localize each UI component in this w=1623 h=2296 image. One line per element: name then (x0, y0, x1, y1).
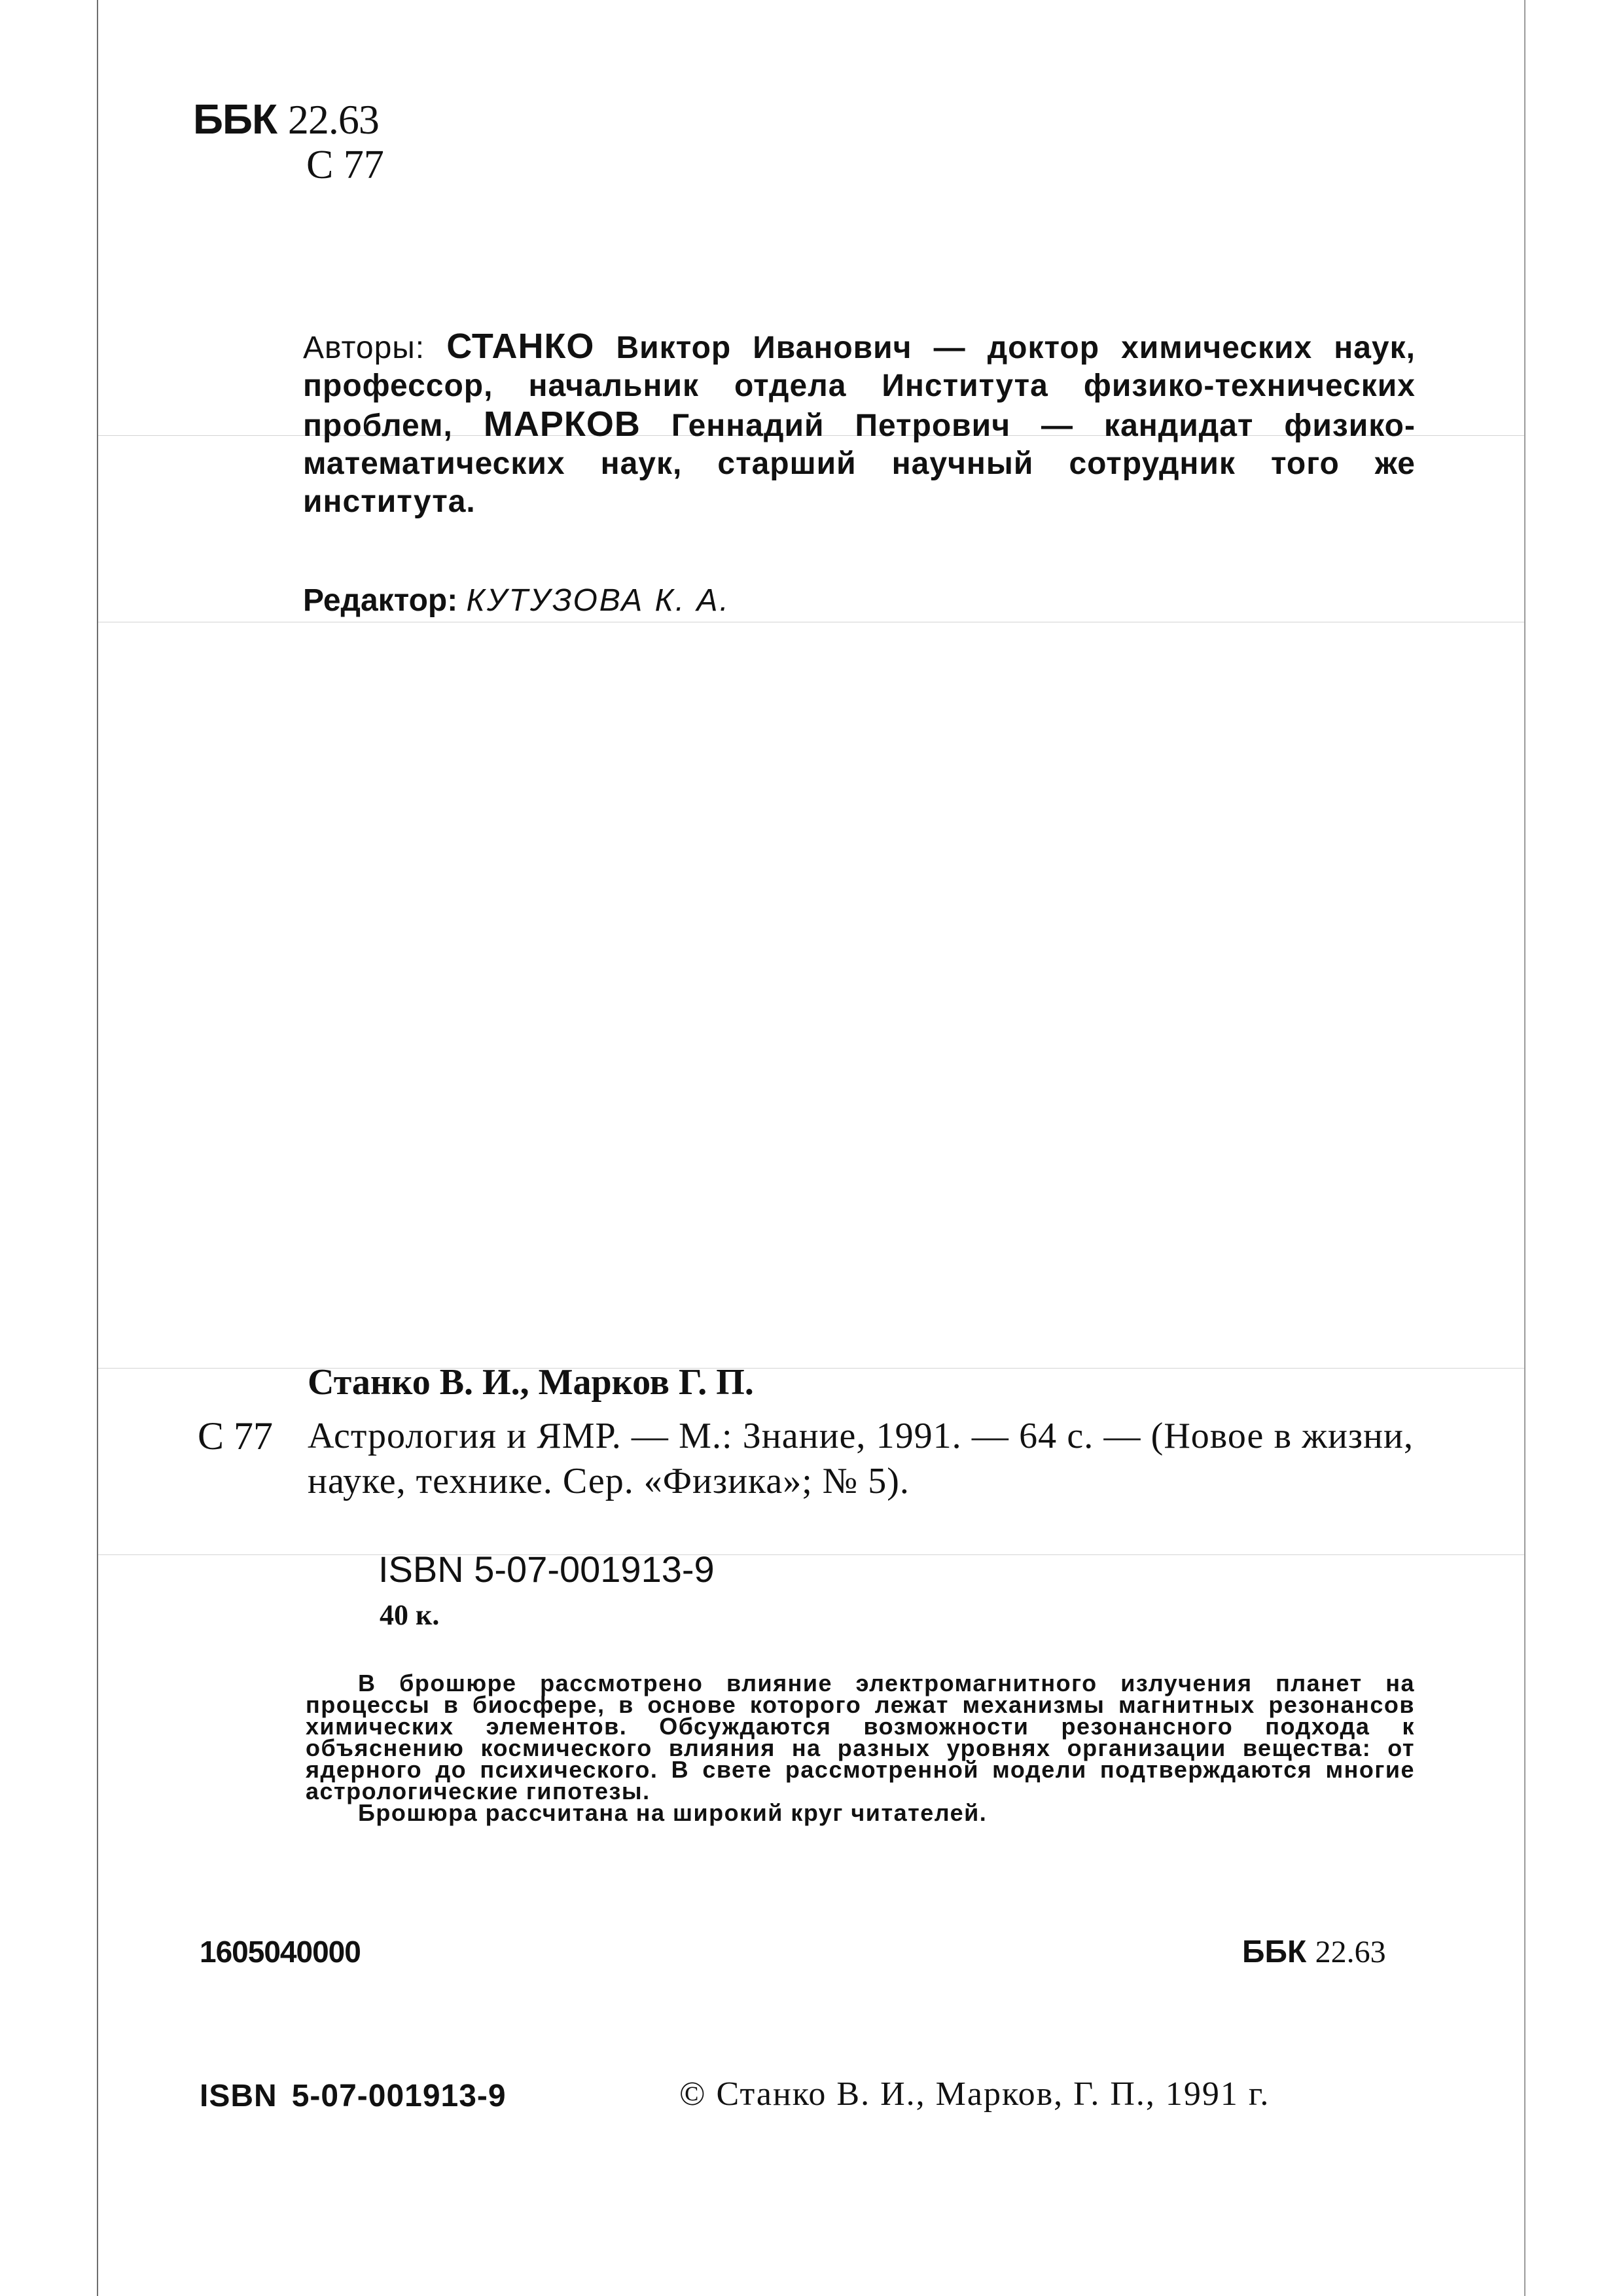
author1-surname: СТАНКО (446, 327, 595, 366)
annotation-paragraph: В брошюре рассмотрено влияние электромагнитного излучения планет на процессы в биосфере, в основе которого лежат механизмы магнитных резонансов химических элементов. Обсуждаются возможности резонансного подхода к объяснению космического влияния на разных уровнях организации вещества: от ядерного до психического. В свете рассмотренной модели подтверждаются многие астрологические гипотезы. (306, 1670, 1415, 1804)
author1-details: Виктор Иванович — доктор химических наук, профессор, начальник отдела Института физико-технических проблем, (303, 331, 1416, 443)
card-authors-heading: Станко В. И., Марков Г. П. (308, 1362, 754, 1403)
footer-bbk (1242, 1934, 1386, 1970)
copyright-notice: © Станко В. И., Марков, Г. П., 1991 г. (679, 2075, 1270, 2113)
publisher-code: 1605040000 (200, 1935, 361, 1969)
card-isbn: ISBN 5-07-001913-9 (378, 1549, 715, 1590)
author-index: С 77 (306, 143, 384, 187)
annotation (306, 1670, 1415, 1826)
bbk-label: ББК (193, 96, 277, 143)
scan-line (98, 1554, 1524, 1555)
scan-edge-right (1524, 0, 1525, 2296)
card-description: Астрология и ЯМР. — М.: Знание, 1991. — 64 с. — (Новое в жизни, науке, технике. Сер. «Физика»; № 5). (308, 1416, 1414, 1501)
annotation-paragraph: Брошюра рассчитана на широкий круг читателей. (358, 1799, 988, 1826)
editor-label: Редактор: (303, 583, 458, 618)
footer-bbk-label: ББК (1242, 1935, 1307, 1969)
footer-isbn-label: ISBN (200, 2079, 277, 2113)
footer-bbk-code: 22.63 (1315, 1935, 1386, 1969)
editor-name: КУТУЗОВА К. А. (466, 583, 730, 618)
editor-line (303, 583, 730, 619)
bbk-classification (193, 95, 379, 144)
author2-surname: МАРКОВ (483, 404, 641, 444)
footer-isbn-number: 5-07-001913-9 (291, 2079, 507, 2113)
authors-paragraph (303, 327, 1416, 521)
author2-details: Геннадий Петрович — кандидат физико-математических наук, старший научный сотрудник того же института. (303, 408, 1416, 519)
bbk-code: 22.63 (287, 96, 379, 143)
footer-isbn (200, 2078, 507, 2114)
scan-edge-left (97, 0, 98, 2296)
authors-label: Авторы: (303, 331, 425, 365)
card-index: С 77 (198, 1414, 274, 1458)
card-price: 40 к. (380, 1599, 440, 1631)
